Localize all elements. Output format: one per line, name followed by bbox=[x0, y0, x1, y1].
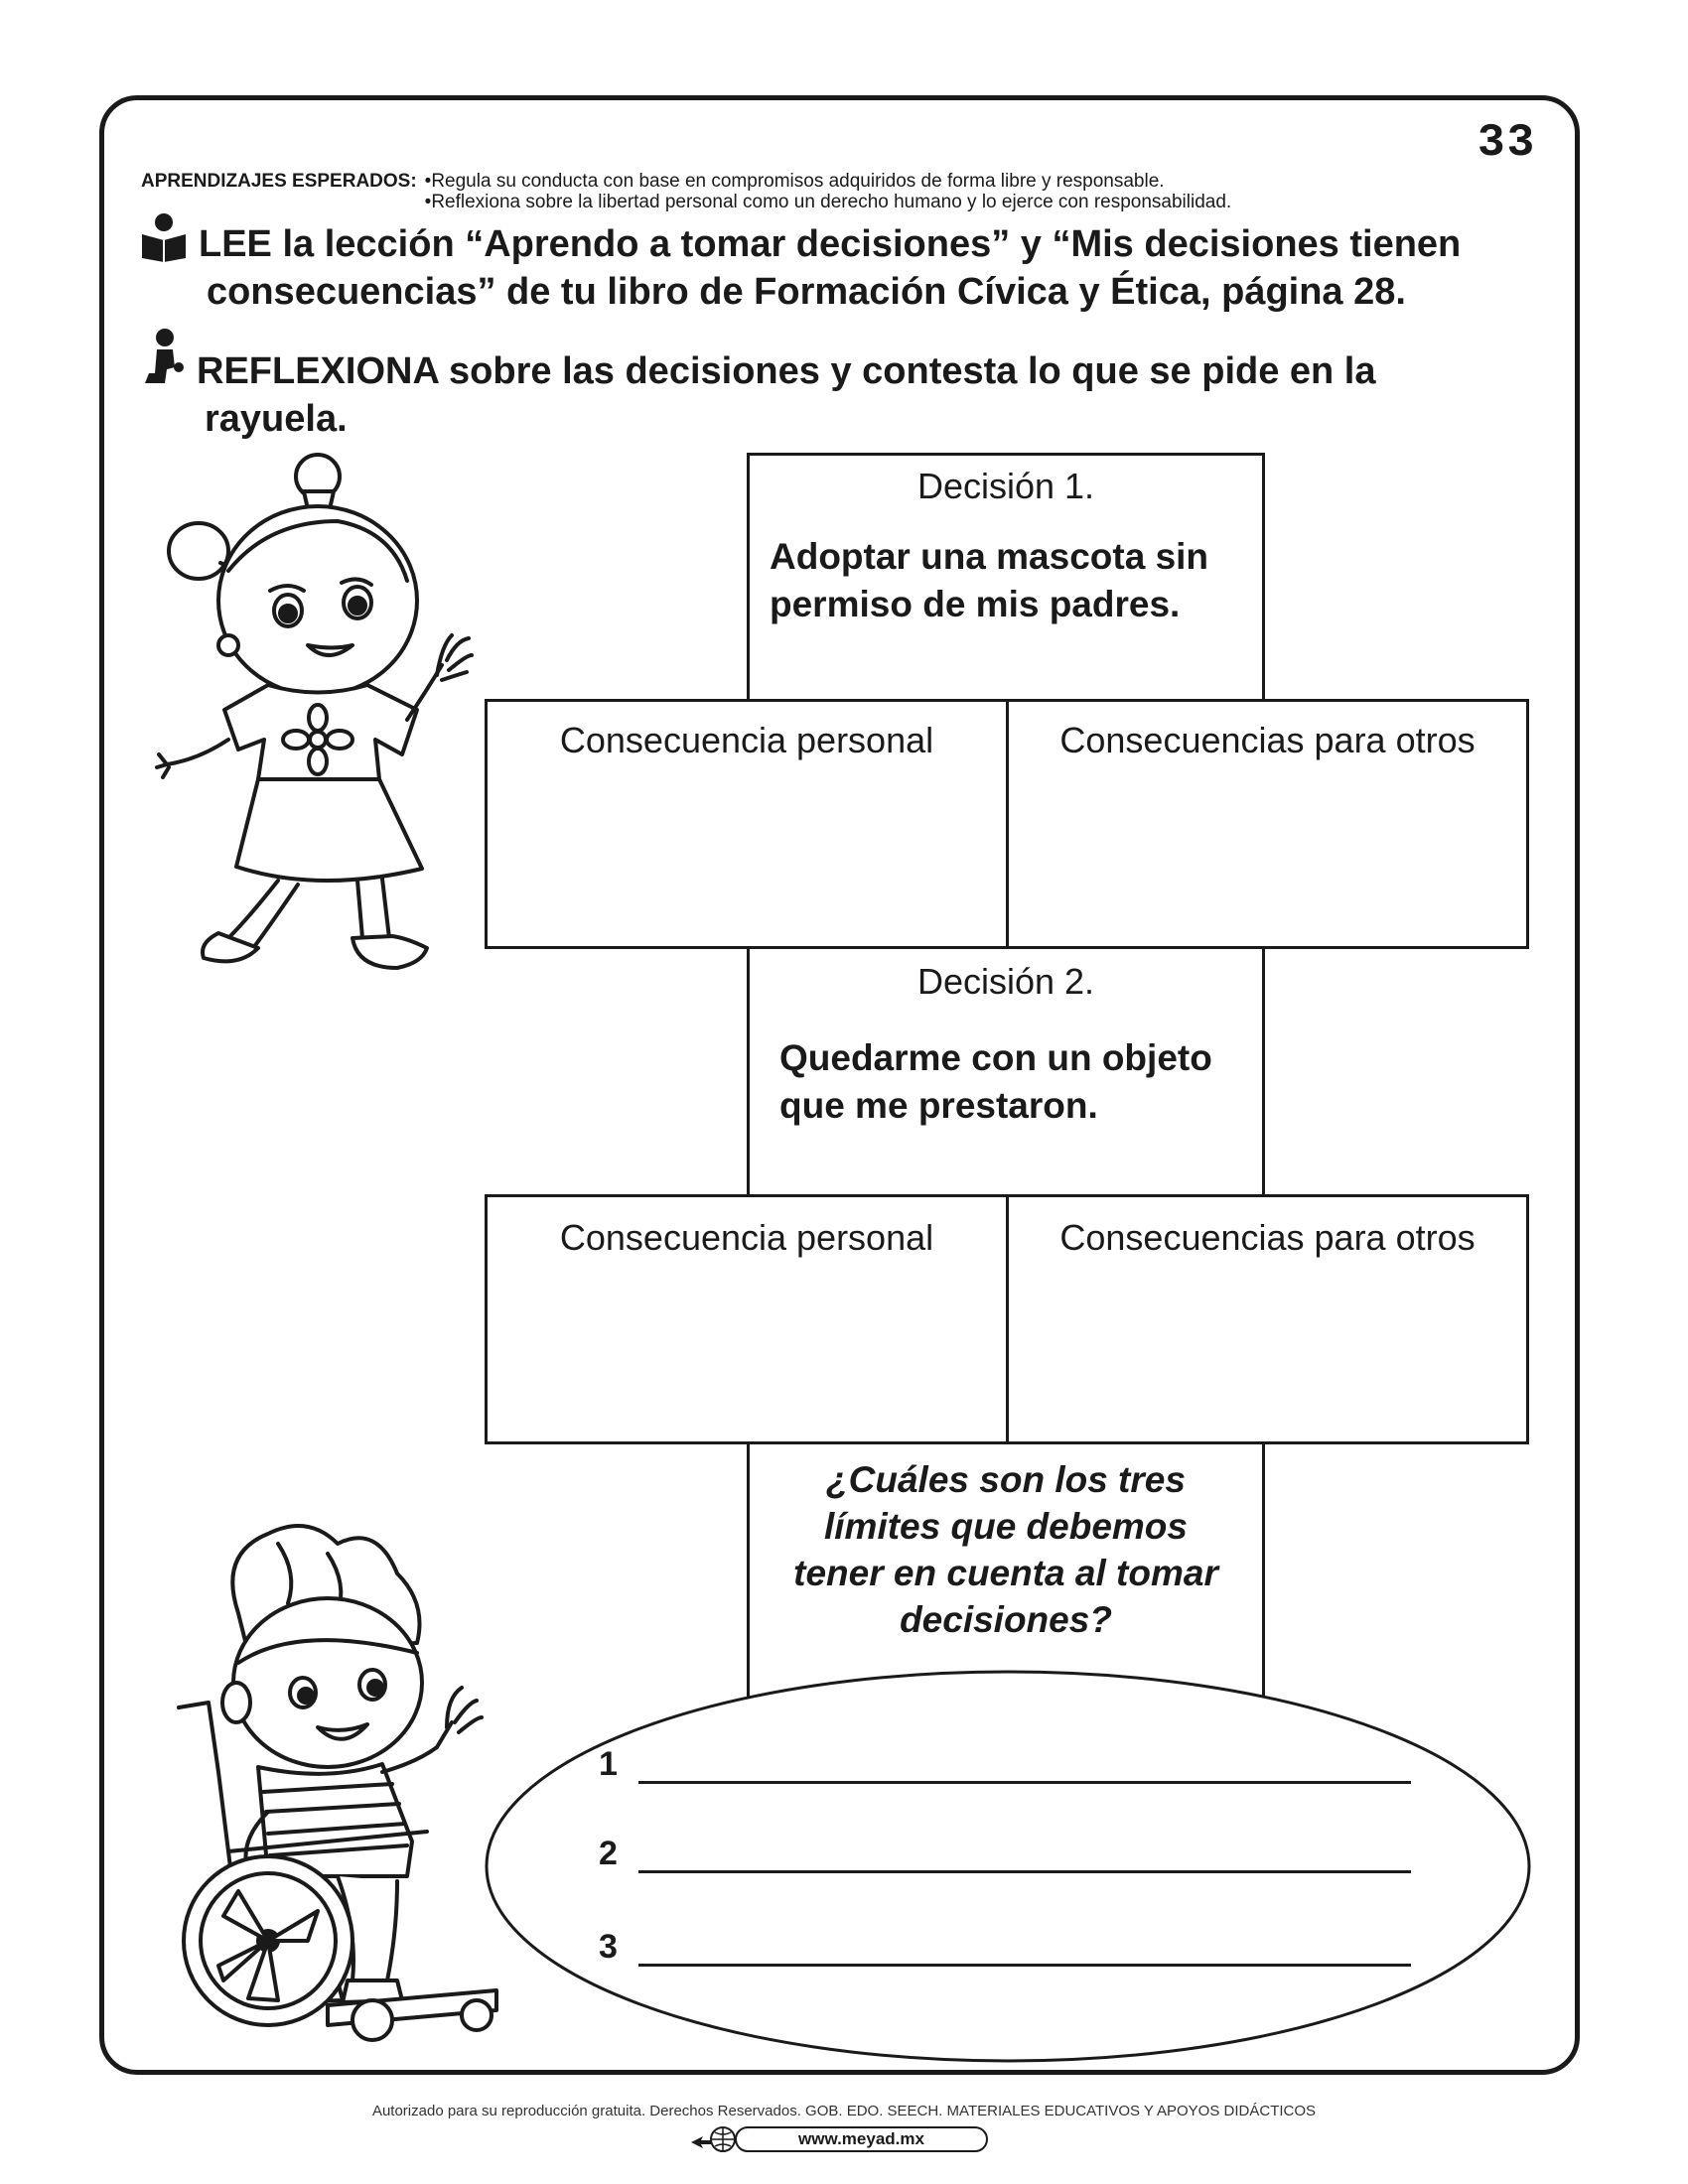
decision-2-text bbox=[779, 1034, 1212, 1130]
consequence-personal-1-label: Consecuencia personal bbox=[559, 720, 934, 760]
decision-2-box bbox=[747, 946, 1265, 1197]
book-reader-icon bbox=[139, 212, 189, 262]
decision-2-title: Decisión 2. bbox=[916, 961, 1095, 1002]
read-instruction bbox=[199, 220, 1461, 316]
learning-objective-item: •Regula su conducta con base en compromisos adquiridos de forma libre y responsable. bbox=[424, 171, 1165, 192]
answer-row-3[interactable] bbox=[599, 1928, 1411, 1967]
boy-wheelchair-illustration bbox=[179, 1514, 506, 2050]
thinking-person-icon bbox=[139, 328, 187, 385]
decision-1-title: Decisión 1. bbox=[916, 466, 1095, 506]
answer-row-2[interactable] bbox=[599, 1835, 1411, 1873]
answer-line[interactable] bbox=[638, 1841, 1411, 1873]
decision-1-text-line2: permiso de mis padres. bbox=[770, 584, 1181, 624]
consequence-others-1-label: Consecuencias para otros bbox=[1059, 720, 1476, 760]
answer-number: 2 bbox=[599, 1835, 618, 1872]
consequence-others-1-box[interactable] bbox=[1006, 699, 1529, 949]
question-line3: tener en cuenta al tomar bbox=[793, 1553, 1218, 1593]
answer-number: 1 bbox=[599, 1745, 618, 1783]
answer-line[interactable] bbox=[638, 1934, 1411, 1967]
learning-objectives-label: APRENDIZAJES ESPERADOS: bbox=[141, 171, 417, 192]
learning-objective-item: •Reflexiona sobre la libertad personal como un derecho humano y lo ejerce con responsabilidad. bbox=[424, 192, 1232, 212]
page-number: 33 bbox=[1477, 117, 1537, 169]
decision-2-text-line2: que me prestaron. bbox=[779, 1085, 1098, 1126]
consequence-personal-1-box[interactable] bbox=[485, 699, 1009, 949]
read-instruction-line1: LEE la lección “Aprendo a tomar decisiones” y “Mis decisiones tienen bbox=[199, 223, 1462, 265]
decision-2-text-line1: Quedarme con un objeto bbox=[779, 1037, 1212, 1078]
consequence-personal-2-label: Consecuencia personal bbox=[559, 1217, 934, 1258]
decision-1-text-line1: Adoptar una mascota sin bbox=[770, 536, 1209, 577]
reflect-instruction-line1: REFLEXIONA sobre las decisiones y contesta lo que se pide en la bbox=[197, 350, 1376, 392]
question-box bbox=[747, 1441, 1265, 1700]
website-link[interactable]: www.meyad.mx bbox=[735, 2126, 988, 2152]
consequence-personal-2-box[interactable] bbox=[485, 1194, 1009, 1444]
reflect-instruction-line2: rayuela. bbox=[205, 398, 348, 440]
footer-text: Autorizado para su reproducción gratuita. Derechos Reservados. GOB. EDO. SEECH. MATERIALES EDUCATIVOS Y APOYOS DIDÁCTICOS bbox=[371, 2103, 1317, 2119]
consequence-others-2-box[interactable] bbox=[1006, 1194, 1529, 1444]
decision-1-box bbox=[747, 453, 1265, 702]
answer-row-1[interactable] bbox=[599, 1745, 1411, 1784]
question-line2: límites que debemos bbox=[824, 1506, 1188, 1547]
globe-pointer-icon bbox=[689, 2122, 737, 2156]
answer-number: 3 bbox=[599, 1928, 618, 1966]
decision-1-text bbox=[770, 533, 1208, 628]
read-instruction-line2: consecuencias” de tu libro de Formación Cívica y Ética, página 28. bbox=[207, 271, 1406, 313]
question-line4: decisiones? bbox=[900, 1599, 1112, 1640]
girl-illustration bbox=[159, 452, 467, 993]
consequence-others-2-label: Consecuencias para otros bbox=[1059, 1217, 1476, 1258]
question-text bbox=[750, 1456, 1262, 1643]
question-line1: ¿Cuáles son los tres bbox=[826, 1459, 1186, 1500]
answer-line[interactable] bbox=[638, 1751, 1411, 1784]
reflect-instruction bbox=[197, 347, 1376, 443]
learning-objectives bbox=[141, 171, 1231, 212]
